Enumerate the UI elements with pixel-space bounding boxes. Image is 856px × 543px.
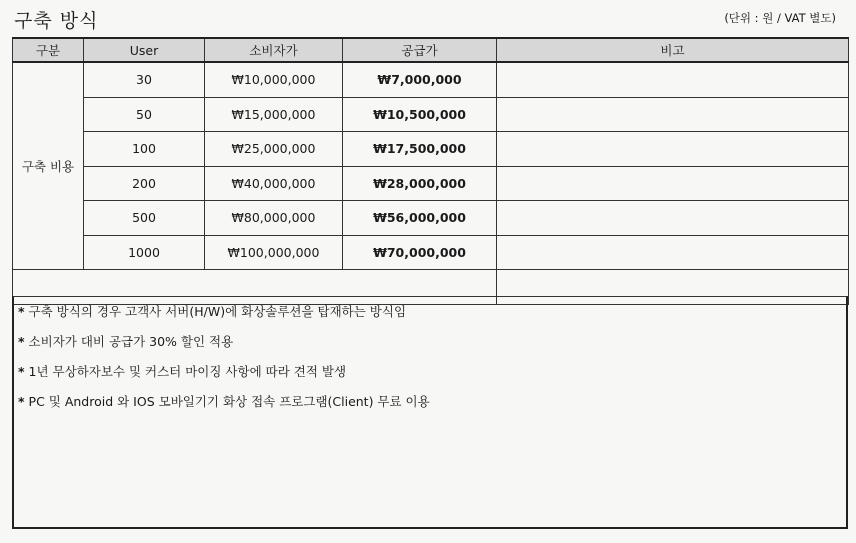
table-row (13, 132, 849, 167)
notes-box (12, 296, 848, 529)
note-cell (497, 62, 849, 97)
notes-list (14, 297, 846, 423)
consumer-price-cell: ₩40,000,000 (205, 166, 343, 201)
note-item (18, 333, 846, 363)
col-header-consumer-price: 소비자가 (205, 38, 343, 62)
supply-price-cell: ₩10,500,000 (343, 97, 497, 132)
supply-price-cell: ₩56,000,000 (343, 201, 497, 236)
consumer-price-cell: ₩15,000,000 (205, 97, 343, 132)
table-row (13, 97, 849, 132)
table-row (13, 235, 849, 270)
user-cell: 200 (84, 166, 205, 201)
note-cell (497, 166, 849, 201)
user-cell: 100 (84, 132, 205, 167)
supply-price-cell: ₩28,000,000 (343, 166, 497, 201)
supply-price-cell: ₩70,000,000 (343, 235, 497, 270)
col-header-category: 구분 (13, 38, 84, 62)
table-header-row (13, 38, 849, 62)
user-cell: 30 (84, 62, 205, 97)
consumer-price-cell: ₩100,000,000 (205, 235, 343, 270)
note-text: 소비자가 대비 공급가 30% 할인 적용 (28, 334, 234, 349)
consumer-price-cell: ₩25,000,000 (205, 132, 343, 167)
consumer-price-cell: ₩10,000,000 (205, 62, 343, 97)
pricing-table (12, 37, 849, 305)
user-cell: 50 (84, 97, 205, 132)
page-title: 구축 방식 (14, 10, 99, 32)
bullet-icon: * (18, 334, 25, 349)
note-text: PC 및 Android 와 IOS 모바일기기 화상 접속 프로그램(Client) 무료 이용 (28, 394, 430, 409)
note-cell (497, 235, 849, 270)
col-header-supply-price: 공급가 (343, 38, 497, 62)
table-row (13, 201, 849, 236)
supply-price-cell: ₩17,500,000 (343, 132, 497, 167)
supply-price-cell: ₩7,000,000 (343, 62, 497, 97)
unit-note: (단위 : 원 / VAT 별도) (724, 11, 836, 25)
note-item (18, 303, 846, 333)
user-cell: 500 (84, 201, 205, 236)
col-header-user: User (84, 38, 205, 62)
bullet-icon: * (18, 304, 25, 319)
note-item (18, 363, 846, 393)
bullet-icon: * (18, 394, 25, 409)
bullet-icon: * (18, 364, 25, 379)
col-header-note: 비고 (497, 38, 849, 62)
category-cell: 구축 비용 (13, 62, 84, 270)
note-cell (497, 132, 849, 167)
note-item (18, 393, 846, 423)
consumer-price-cell: ₩80,000,000 (205, 201, 343, 236)
user-cell: 1000 (84, 235, 205, 270)
table-row (13, 166, 849, 201)
note-text: 구축 방식의 경우 고객사 서버(H/W)에 화상솔루션을 탑재하는 방식임 (28, 304, 407, 319)
note-text: 1년 무상하자보수 및 커스터 마이징 사항에 따라 견적 발생 (28, 364, 347, 379)
note-cell (497, 201, 849, 236)
table-row (13, 62, 849, 97)
note-cell (497, 97, 849, 132)
